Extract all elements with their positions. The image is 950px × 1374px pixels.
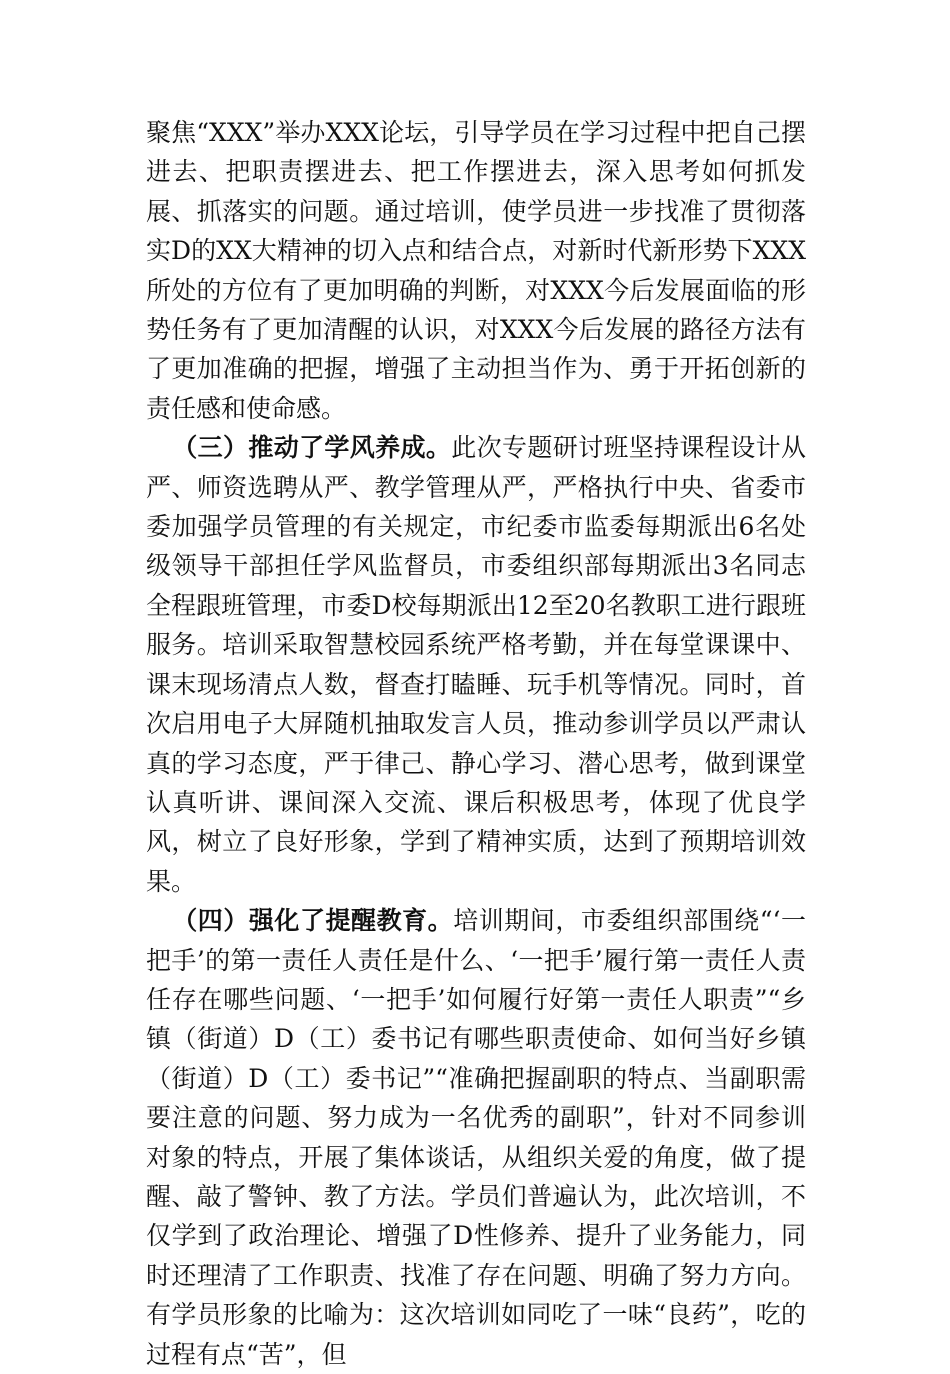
paragraph-reminder-education xyxy=(146,901,806,1374)
paragraph-text: 聚焦“XXX”举办XXX论坛，引导学员在学习过程中把自己摆进去、把职责摆进去、把工作摆进去，深入思考如何抓发展、抓落实的问题。通过培训，使学员进一步找准了贯彻落实D的XX大精神的切入点和结合点，对新时代新形势下XXX所处的方位有了更加明确的判断，对XXX今后发展面临的形势任务有了更加清醒的认识，对XXX今后发展的路径方法有了更加准确的把握，增强了主动担当作为、勇于开拓创新的责任感和使命感。 xyxy=(146,118,806,423)
paragraph-study-style xyxy=(146,428,806,901)
document-body xyxy=(146,113,806,1374)
paragraph-continuation xyxy=(146,113,806,428)
section-heading-four: （四）强化了提醒教育。 xyxy=(172,906,454,936)
section-heading-three: （三）推动了学风养成。 xyxy=(172,433,452,463)
paragraph-text: 培训期间，市委组织部围绕“‘一把手’的第一责任人责任是什么、‘一把手’履行第一责任人责任存在哪些问题、‘一把手’如何履行好第一责任人职责”“乡镇（街道）D（工）委书记有哪些职责使命、如何当好乡镇（街道）D（工）委书记”“准确把握副职的特点、当副职需要注意的问题、努力成为一名优秀的副职”，针对不同参训对象的特点，开展了集体谈话，从组织关爱的角度，做了提醒、敲了警钟、教了方法。学员们普遍认为，此次培训，不仅学到了政治理论、增强了D性修养、提升了业务能力，同时还理清了工作职责、找准了存在问题、明确了努力方向。有学员形象的比喻为：这次培训如同吃了一味“良药”，吃的过程有点“苦”，但 xyxy=(146,906,806,1369)
paragraph-text: 此次专题研讨班坚持课程设计从严、师资选聘从严、教学管理从严，严格执行中央、省委市委加强学员管理的有关规定，市纪委市监委每期派出6名处级领导干部担任学风监督员，市委组织部每期派出3名同志全程跟班管理，市委D校每期派出12至20名教职工进行跟班服务。培训采取智慧校园系统严格考勤，并在每堂课课中、课末现场清点人数，督查打瞌睡、玩手机等情况。同时，首次启用电子大屏随机抽取发言人员，推动参训学员以严肃认真的学习态度，严于律己、静心学习、潜心思考，做到课堂认真听讲、课间深入交流、课后积极思考，体现了优良学风，树立了良好形象，学到了精神实质，达到了预期培训效果。 xyxy=(146,433,806,896)
